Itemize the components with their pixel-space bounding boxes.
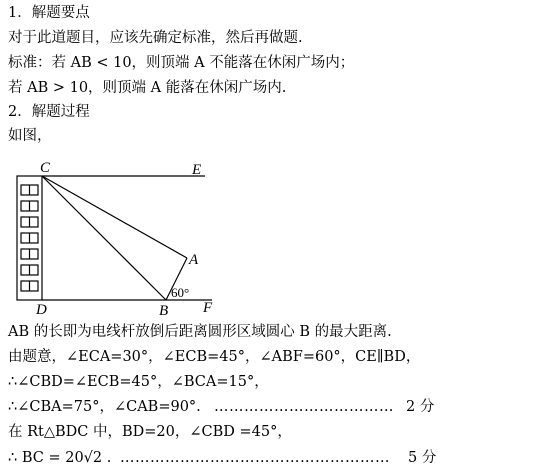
text-intro: 如图， (8, 128, 52, 144)
label-angle: 60° (171, 285, 190, 300)
text-approach: 对于此道题目，应该先确定标准，然后再做题. (8, 30, 303, 46)
proof-line-3: ∴∠CBD=∠ECB=45°，∠BCA=15°， (8, 374, 269, 390)
text-criterion-2: 若 AB > 10，则顶端 A 能落在休闲广场内. (8, 80, 287, 96)
label-a: A (189, 252, 199, 268)
heading-solution-points: 1．解题要点 (8, 5, 90, 21)
label-b: B (159, 303, 169, 319)
line-cb (42, 176, 166, 300)
proof-line-1: AB 的长即为电线杆放倒后距离圆形区域圆心 B 的最大距离. (8, 324, 392, 340)
proof-line-4: ∴∠CBA=75°，∠CAB=90°. (8, 399, 201, 415)
proof-line-6: ∴ BC = 20√2 . (8, 450, 112, 466)
heading-solution-process: 2．解题过程 (8, 104, 90, 120)
proof-line-6-score: 5 分 (408, 450, 437, 466)
proof-line-4-dots: ……………………………… (214, 399, 394, 415)
text-criterion-1: 标准：若 AB < 10，则顶端 A 不能落在休闲广场内； (8, 55, 355, 71)
label-d: D (36, 302, 47, 318)
proof-line-2: 由题意，∠ECA=30°，∠ECB=45°，∠ABF=60°，CE∥BD， (8, 349, 421, 365)
proof-line-5: 在 Rt△BDC 中，BD=20，∠CBD =45°， (8, 424, 292, 440)
proof-line-4-score: 2 分 (406, 399, 435, 415)
line-ca (42, 176, 187, 258)
label-e: E (192, 162, 202, 178)
label-f: F (203, 300, 213, 316)
label-c: C (40, 160, 51, 176)
proof-line-6-dots: ……………………………………………… (120, 450, 390, 466)
